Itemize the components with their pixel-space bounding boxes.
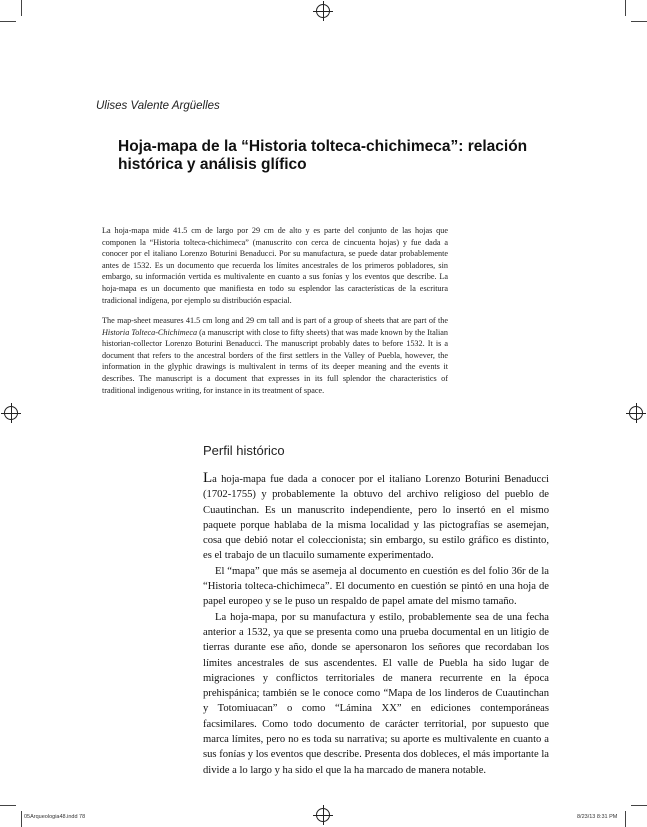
body-text <box>203 472 549 778</box>
paragraph: El “mapa” que más se asemeja al documento en cuestión es del folio 36r de la “Historia tolteca-chichimeca”. El documento en cuestión se pintó en una hoja de papel europeo y se le puso un respaldo de papel amate del mismo tamaño. <box>203 565 549 608</box>
paragraph <box>203 472 549 564</box>
crop-mark <box>625 0 626 16</box>
section-heading: Perfil histórico <box>203 443 285 458</box>
abstract-english-title: Historia Tolteca-Chichimeca <box>102 327 198 337</box>
crop-mark <box>625 811 626 827</box>
registration-mark-bottom <box>316 808 330 822</box>
crop-mark <box>21 0 22 16</box>
crop-mark <box>631 21 647 22</box>
registration-mark-left <box>4 406 18 420</box>
footer-timestamp: 8/23/13 8:31 PM <box>577 814 618 820</box>
paragraph-text: a hoja-mapa fue dada a conocer por el italiano Lorenzo Boturini Benaducci (1702-1755) y probablemente la obtuvo del archivo religioso del pueblo de Cuautinchan. Es un manuscrito independiente, pero lo insertó en el mismo paquete porque hablaba de la misma localidad y las pictografías se asemejan, cosa que debió notar el coleccionista; sin embargo, su estilo gráfico es distinto, es el trabajo de un tlacuilo sumamente experimentado. <box>203 474 549 562</box>
crop-mark <box>0 805 16 806</box>
crop-mark <box>0 21 16 22</box>
paragraph: La hoja-mapa, por su manufactura y estilo, probablemente sea de una fecha anterior a 1532, ya que se presenta como una prueba documental en un litigio de tierras durante ese año, donde se apersonaron los señores que recordaban los límites ancestrales de sus ascendentes. El valle de Puebla ha sido lugar de migraciones y conflictos territoriales de manera recurrente en la época prehispánica; también se le conoce como “Mapa de los linderos de Cuautinchan y Totomiuacan” o como “Lámina XX” en ediciones contemporáneas facsimilares. Como todo documento de carácter territorial, por supuesto que marca límites, pero no es toda su narrativa; su aporte es multivalente en cuanto a sus fonías y los eventos que describe. Presenta dos dobleces, el más importante la divide a lo largo y ha sido el que la ha marcado de manera notable. <box>203 611 549 776</box>
abstract-english-part1: The map-sheet measures 41.5 cm long and 29 cm tall and is part of a group of sheets that are part of the <box>102 316 448 325</box>
abstract-english-part2: (a manuscript with close to fifty sheets) that was made known by the Italian historian-collector Lorenzo Boturini Benaducci. The manuscript probably dates to before 1532. It is a document that refers to the ancestral borders of the first settlers in the Valley of Puebla, however, the information in the glyphic drawings is multivalent in terms of its deeper meaning and the events it describes. The manuscript is a document that expresses in its full splendor the characteristics of traditional indigenous writing, for instance in its treatment of space. <box>102 327 448 395</box>
author-name: Ulises Valente Argüelles <box>96 100 220 112</box>
registration-mark-right <box>629 406 643 420</box>
crop-mark <box>21 811 22 827</box>
footer-filename: 05Arqueologia48.indd 78 <box>24 814 86 820</box>
registration-mark-top <box>316 4 330 18</box>
article-title: Hoja-mapa de la “Historia tolteca-chichimeca”: relación histórica y análisis glífico <box>118 138 528 173</box>
drop-cap: L <box>203 470 213 486</box>
crop-mark <box>631 805 647 806</box>
abstract-spanish: La hoja-mapa mide 41.5 cm de largo por 29 cm de alto y es parte del conjunto de las hojas que componen la “Historia tolteca-chichimeca” (manuscrito con cerca de cincuenta hojas) y fue dada a conocer por el italiano Lorenzo Boturini Benaducci. Por su manufactura, se puede datar probablemente antes de 1532. Es un documento que recuerda los límites ancestrales de los primeros pobladores, sin embargo, su información vertida es multivalente en cuanto a sus fonías y los eventos que describe. La hoja-mapa es un documento que manifiesta en todo su esplendor las características de la escritura tradicional indígena, por ejemplo su distribución espacial. <box>102 226 448 305</box>
abstract-english <box>102 315 448 396</box>
